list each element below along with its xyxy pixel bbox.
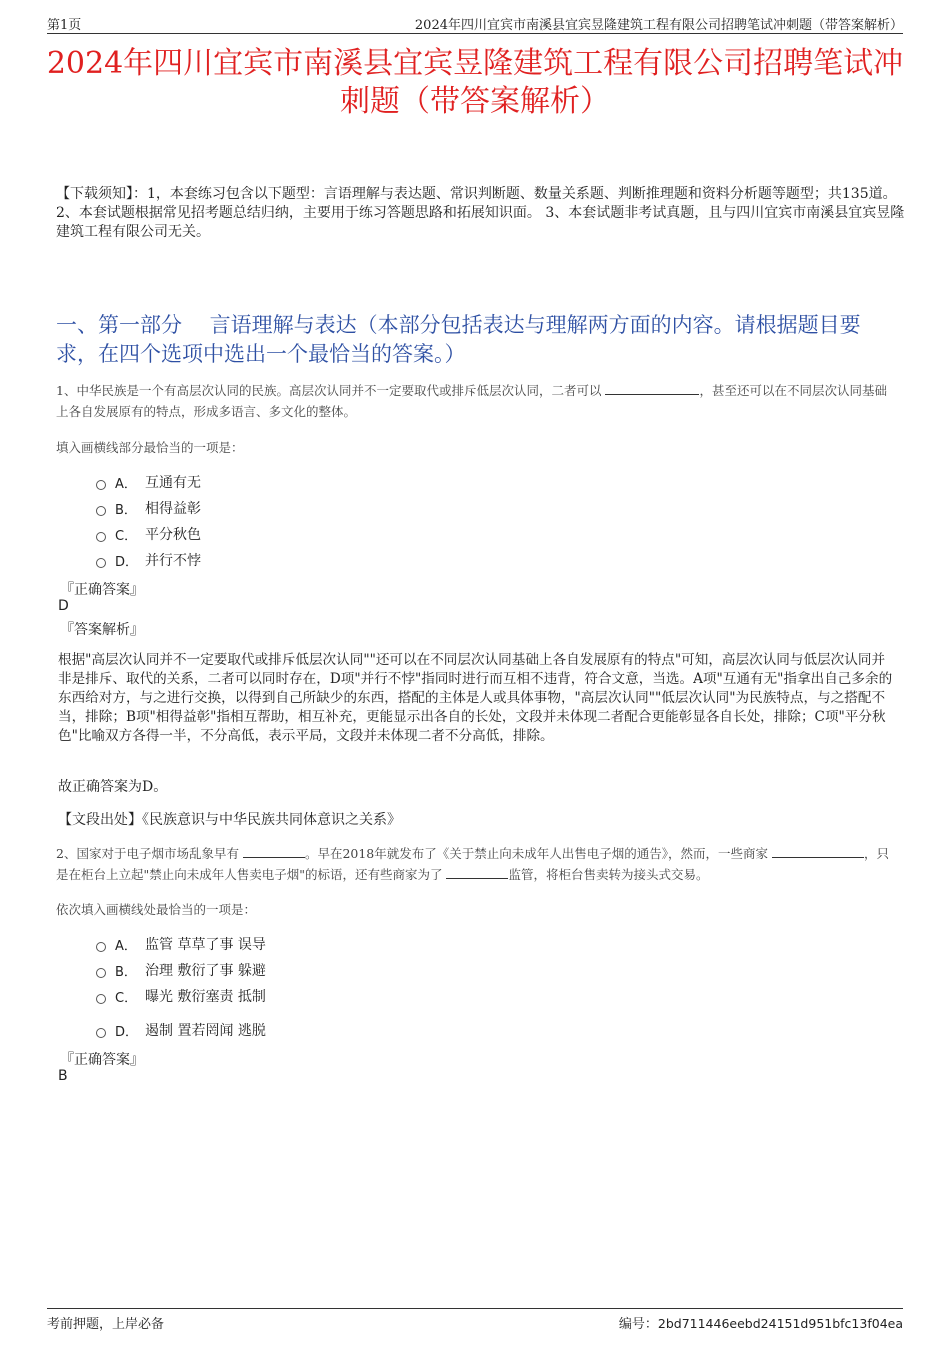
radio-icon[interactable] bbox=[96, 480, 106, 490]
q2-option-a[interactable] bbox=[96, 934, 266, 954]
option-text: 互通有无 bbox=[145, 475, 201, 491]
notice-label: 【下载须知】 bbox=[56, 186, 133, 202]
q1-answer-label: 『正确答案』 bbox=[60, 582, 144, 598]
option-text: 相得益彰 bbox=[145, 501, 201, 517]
q2-option-b[interactable] bbox=[96, 960, 266, 980]
question-1-text bbox=[56, 380, 896, 422]
q1-option-d[interactable] bbox=[96, 550, 201, 570]
page-number: 第1页 bbox=[47, 18, 82, 33]
q1-blank bbox=[605, 381, 699, 395]
q1-option-a[interactable] bbox=[96, 472, 201, 492]
q2-option-c[interactable] bbox=[96, 986, 266, 1006]
option-letter: B． bbox=[115, 964, 137, 980]
q1-option-b[interactable] bbox=[96, 498, 201, 518]
notice-text: ：1，本套练习包含以下题型：言语理解与表达题、常识判断题、数量关系题、判断推理题和资料分析题等题型；共135道。 2、本套试题根据常见招考题总结归纳，主要用于练习答题思路和拓展知识面。 3、本套试题非考试真题，且与四川宜宾市南溪县宜宾昱隆建筑工程有限公司无关。 bbox=[56, 186, 905, 240]
q2-blank-1 bbox=[243, 844, 305, 858]
q1-option-c[interactable] bbox=[96, 524, 201, 544]
q2-blank-3 bbox=[446, 865, 508, 879]
radio-icon[interactable] bbox=[96, 532, 106, 542]
footer-slogan: 考前押题，上岸必备 bbox=[47, 1317, 165, 1332]
option-text: 并行不悖 bbox=[145, 553, 201, 569]
q1-text-after: ，甚至还可以在不同层次认同基础上各自发展原有的特点，形成多语言、多文化的整体。 bbox=[56, 383, 887, 419]
source-label: 【文段出处】 bbox=[58, 812, 142, 828]
question-2-text bbox=[56, 843, 896, 885]
radio-icon[interactable] bbox=[96, 968, 106, 978]
footer-code bbox=[619, 1313, 903, 1332]
option-letter: C． bbox=[115, 528, 138, 544]
option-letter: C． bbox=[115, 990, 138, 1006]
download-notice bbox=[56, 185, 906, 242]
q1-analysis: 根据"高层次认同并不一定要取代或排斥低层次认同""还可以在不同层次认同基础上各自发展原有的特点"可知，高层次认同与低层次认同并非是排斥、取代的关系，二者可以同时存在，D项"并行不悖"指同时进行而互相不违背，符合文意，当选。A项"互通有无"指拿出自己多余的东西给对方，与之进行交换，以得到自己所缺少的东西，搭配的主体是人或具体事物，"高层次认同""低层次认同"为民族特点，与之搭配不当，排除；B项"相得益彰"指相互帮助，相互补充，更能显示出各自的长处，文段并未体现二者配合更能彰显各自长处，排除；C项"平分秋色"比喻双方各得一半，不分高低，表示平局，文段并未体现二者不分高低，排除。 bbox=[58, 652, 893, 744]
q1-source bbox=[58, 809, 401, 829]
footer-divider bbox=[47, 1308, 903, 1309]
q2-text-part: ，只是在柜台上立起"禁止向未成年人售卖电子烟"的标语，还有些商家为了 bbox=[56, 846, 889, 882]
option-letter: D． bbox=[115, 554, 139, 570]
radio-icon[interactable] bbox=[96, 558, 106, 568]
document-title: 2024年四川宜宾市南溪县宜宾昱隆建筑工程有限公司招聘笔试冲刺题（带答案解析） bbox=[46, 46, 904, 119]
header-divider bbox=[47, 33, 903, 34]
q2-text-part: 。早在2018年就发布了《关于禁止向未成年人出售电子烟的通告》，然而，一些商家 bbox=[304, 846, 772, 861]
q2-blank-2 bbox=[772, 844, 864, 858]
option-letter: A． bbox=[115, 938, 137, 954]
q2-answer-label: 『正确答案』 bbox=[60, 1052, 144, 1068]
option-text: 监管 草草了事 误导 bbox=[145, 937, 266, 953]
radio-icon[interactable] bbox=[96, 942, 106, 952]
code-value: 2bd711446eebd24151d951bfc13f04ea bbox=[657, 1316, 903, 1331]
option-text: 遏制 置若罔闻 逃脱 bbox=[145, 1023, 266, 1039]
q1-analysis-label: 『答案解析』 bbox=[60, 622, 144, 638]
radio-icon[interactable] bbox=[96, 994, 106, 1004]
q2-option-d[interactable] bbox=[96, 1020, 266, 1040]
q2-text-part: 2、国家对于电子烟市场乱象早有 bbox=[56, 846, 243, 861]
question-1-prompt: 填入画横线部分最恰当的一项是： bbox=[56, 440, 244, 455]
option-letter: D． bbox=[115, 1024, 139, 1040]
q2-text-part: 监管，将柜台售卖转为接头式交易。 bbox=[508, 867, 709, 882]
option-text: 治理 敷衍了事 躲避 bbox=[145, 963, 266, 979]
radio-icon[interactable] bbox=[96, 1028, 106, 1038]
option-letter: A． bbox=[115, 476, 137, 492]
code-label: 编号： bbox=[618, 1317, 658, 1332]
question-2-prompt: 依次填入画横线处最恰当的一项是： bbox=[56, 902, 257, 917]
source-text: 《民族意识与中华民族共同体意识之关系》 bbox=[142, 812, 401, 828]
option-letter: B． bbox=[115, 502, 137, 518]
option-text: 曝光 敷衍塞责 抵制 bbox=[145, 989, 266, 1005]
q1-text-before: 1、中华民族是一个有高层次认同的民族。高层次认同并不一定要取代或排斥低层次认同，二者可以 bbox=[56, 383, 606, 398]
running-title: 2024年四川宜宾市南溪县宜宾昱隆建筑工程有限公司招聘笔试冲刺题（带答案解析） bbox=[414, 18, 903, 33]
q1-conclusion: 故正确答案为D。 bbox=[58, 779, 168, 795]
option-text: 平分秋色 bbox=[145, 527, 201, 543]
q1-answer: D bbox=[58, 598, 69, 614]
section-heading: 一、第一部分 言语理解与表达（本部分包括表达与理解两方面的内容。请根据题目要求，在四个选项中选出一个最恰当的答案。） bbox=[56, 313, 861, 366]
radio-icon[interactable] bbox=[96, 506, 106, 516]
q2-answer: B bbox=[58, 1068, 68, 1084]
